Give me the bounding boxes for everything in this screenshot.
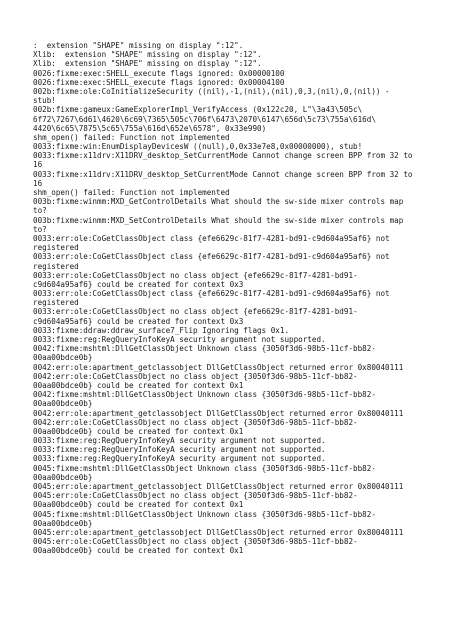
log-line: 002b:fixme:gameux:GameExplorerImpl_VerifyAccess (0x122c20, L"\3a43\505c\: [33, 105, 363, 115]
log-line: shm_open() failed: Function not implemented: [33, 132, 230, 142]
log-line: 0033:fixme:reg:RegQueryInfoKeyA security argument not supported.: [33, 445, 326, 455]
log-line: 0033:err:ole:CoGetClassObject class {efe6629c-81f7-4281-bd91-c9d604a95af6} not: [33, 289, 390, 299]
log-line: 4420\6c65\7875\5c65\755a\616d\652e\6578", 0x33e990): [33, 123, 267, 133]
log-line: 0042:fixme:mshtml:DllGetClassObject Unknown class {3050f3d6-98b5-11cf-bb82-: [33, 390, 376, 400]
log-line: 0045:fixme:mshtml:DllGetClassObject Unknown class {3050f3d6-98b5-11cf-bb82-: [33, 463, 376, 473]
log-line: 0033:err:ole:CoGetClassObject class {efe6629c-81f7-4281-bd91-c9d604a95af6} not: [33, 233, 390, 243]
log-line: 0033:err:ole:CoGetClassObject no class object {efe6629c-81f7-4281-bd91-: [33, 307, 358, 317]
log-line: 0045:err:ole:apartment_getclassobject DllGetClassObject returned error 0x80040111: [33, 482, 404, 491]
log-line: registered: [33, 298, 79, 308]
log-line: 0033:fixme:x11drv:X11DRV_desktop_SetCurrentMode Cannot change screen BPP from 32 to: [33, 169, 413, 179]
log-line: registered: [33, 243, 79, 253]
log-line: 003b:fixme:winmm:MXD_GetControlDetails What should the sw-side mixer controls map: [33, 197, 404, 207]
log-line: 00aa00bdce0b} could be created for context 0x1: [33, 546, 244, 556]
log-line: c9d604a95af6} could be created for context 0x3: [33, 316, 244, 326]
log-line: to?: [33, 206, 47, 216]
log-line: 0045:err:ole:CoGetClassObject no class object {3050f3d6-98b5-11cf-bb82-: [33, 491, 358, 501]
log-line: 0033:fixme:reg:RegQueryInfoKeyA security argument not supported.: [33, 454, 326, 464]
log-line: 0042:err:ole:CoGetClassObject no class object {3050f3d6-98b5-11cf-bb82-: [33, 417, 358, 427]
log-line: 0045:err:ole:CoGetClassObject no class object {3050f3d6-98b5-11cf-bb82-: [33, 537, 358, 547]
log-line: 0042:err:ole:apartment_getclassobject DllGetClassObject returned error 0x80040111: [33, 362, 404, 372]
log-line: 0026:fixme:exec:SHELL_execute flags ignored: 0x00004100: [33, 77, 285, 87]
log-line: 00aa00bdce0b} could be created for context 0x1: [33, 380, 244, 390]
log-line: 0026:fixme:exec:SHELL_execute flags ignored: 0x00000100: [33, 68, 285, 78]
log-line: 0042:err:ole:apartment_getclassobject DllGetClassObject returned error 0x80040111: [33, 408, 404, 418]
log-line: 0033:fixme:x11drv:X11DRV_desktop_SetCurrentMode Cannot change screen BPP from 32 to: [33, 151, 413, 161]
log-line: c9d604a95af6} could be created for context 0x3: [33, 279, 244, 289]
log-line: 0045:err:ole:apartment_getclassobject DllGetClassObject returned error 0x80040111: [33, 527, 404, 537]
log-line: 0045:fixme:mshtml:DllGetClassObject Unknown class {3050f3d6-98b5-11cf-bb82-: [33, 509, 376, 519]
log-line: 16: [33, 178, 43, 188]
log-line: 00aa00bdce0b} could be created for context 0x1: [33, 426, 244, 436]
log-line: 003b:fixme:winmm:MXD_SetControlDetails What should the sw-side mixer controls map: [33, 215, 404, 225]
log-line: 6f72\7267\6d61\4620\6c69\7365\505c\706f\6473\2070\6147\656d\5c73\755a\616d\: [33, 114, 376, 124]
log-line: registered: [33, 261, 79, 271]
log-line: 0033:fixme:win:EnumDisplayDevicesW ((null),0,0x33e7e8,0x00000000), stub!: [33, 142, 363, 152]
console-log-text: [33, 41, 433, 556]
log-line: 00aa00bdce0b}: [33, 353, 93, 363]
log-line: Xlib: extension "SHAPE" missing on display ":12".: [33, 59, 262, 69]
log-line: shm_open() failed: Function not implemented: [33, 188, 230, 197]
log-line: : extension "SHAPE" missing on display ":12".: [33, 41, 244, 50]
log-line: 00aa00bdce0b} could be created for context 0x1: [33, 500, 244, 510]
log-line: 0033:fixme:ddraw:ddraw_surface7_Flip Ignoring flags 0x1.: [33, 325, 290, 335]
log-line: 16: [33, 160, 43, 170]
log-line: 00aa00bdce0b}: [33, 518, 93, 528]
log-line: to?: [33, 224, 47, 234]
log-line: 0042:err:ole:CoGetClassObject no class object {3050f3d6-98b5-11cf-bb82-: [33, 371, 358, 381]
log-line: 0033:err:ole:CoGetClassObject no class object {efe6629c-81f7-4281-bd91-: [33, 270, 358, 280]
log-line: 002b:fixme:ole:CoInitializeSecurity ((nil),-1,(nil),(nil),0,3,(nil),0,(nil)) -: [33, 86, 390, 96]
log-line: 00aa00bdce0b}: [33, 399, 93, 409]
log-line: 0033:fixme:reg:RegQueryInfoKeyA security argument not supported.: [33, 436, 326, 446]
log-line: Xlib: extension "SHAPE" missing on display ":12".: [33, 50, 262, 60]
log-line: 0033:fixme:reg:RegQueryInfoKeyA security argument not supported.: [33, 335, 326, 344]
log-line: 0033:err:ole:CoGetClassObject class {efe6629c-81f7-4281-bd91-c9d604a95af6} not: [33, 252, 390, 262]
log-line: 0042:fixme:mshtml:DllGetClassObject Unknown class {3050f3d6-98b5-11cf-bb82-: [33, 344, 376, 354]
log-line: stub!: [33, 96, 56, 106]
log-line: 00aa00bdce0b}: [33, 472, 93, 482]
